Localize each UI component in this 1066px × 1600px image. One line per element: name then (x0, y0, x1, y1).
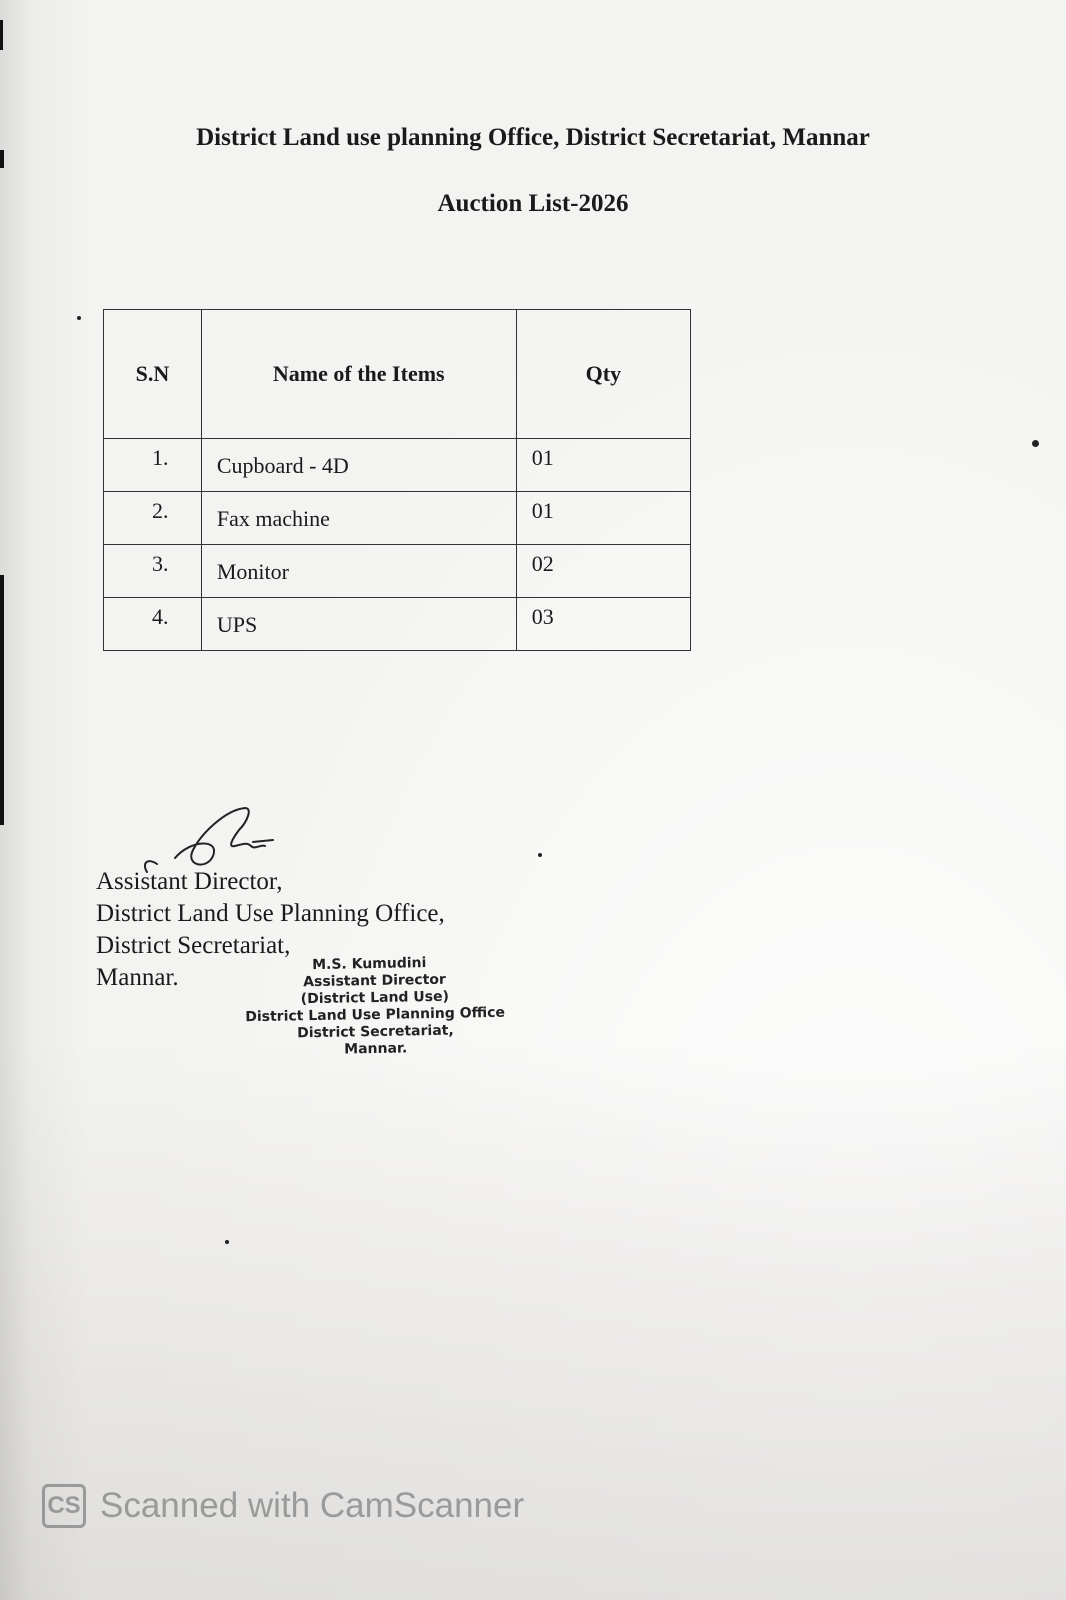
table-row (104, 439, 691, 492)
row-sn: 4. (152, 604, 169, 629)
official-stamp (244, 954, 506, 1061)
scan-speck (225, 1240, 229, 1244)
cell-qty (516, 598, 690, 651)
header-sn: S.N (104, 310, 202, 439)
table-row (104, 492, 691, 545)
row-sn: 1. (152, 445, 169, 470)
stamp-department: (District Land Use) (300, 988, 450, 1008)
row-qty: 01 (531, 445, 554, 470)
cell-qty (516, 545, 690, 598)
row-item-name: Monitor (216, 559, 289, 584)
row-qty: 01 (531, 498, 554, 523)
watermark-text: Scanned with CamScanner (100, 1486, 525, 1525)
stamp-designation: Assistant Director (303, 971, 446, 991)
row-sn: 3. (152, 551, 169, 576)
scan-speck (77, 316, 81, 320)
table-header-row (104, 310, 691, 439)
camscanner-watermark (42, 1484, 524, 1528)
stamp-office: District Land Use Planning Office (245, 1004, 506, 1026)
row-qty: 02 (531, 551, 554, 576)
scan-edge-shadow (0, 575, 4, 825)
auction-items-table (103, 309, 691, 651)
signoff-title: Assistant Director, (96, 868, 283, 895)
scan-speck (1032, 440, 1039, 447)
cell-name (201, 439, 516, 492)
table-row (104, 598, 691, 651)
stamp-name: M.S. Kumudini (311, 955, 427, 974)
signoff-location: Mannar. (96, 964, 179, 991)
cell-name (201, 545, 516, 598)
scan-speck (538, 853, 542, 857)
row-sn: 2. (152, 498, 169, 523)
row-item-name: Cupboard - 4D (216, 453, 349, 478)
cell-name (201, 492, 516, 545)
row-item-name: Fax machine (216, 506, 330, 531)
cell-sn (104, 492, 202, 545)
scan-edge-mark (0, 150, 4, 168)
row-qty: 03 (531, 604, 554, 629)
cell-name (201, 598, 516, 651)
header-name: Name of the Items (201, 310, 516, 439)
office-title: District Land use planning Office, District Secretariat, Mannar (196, 124, 870, 151)
row-item-name: UPS (216, 612, 258, 637)
stamp-secretariat: District Secretariat, (297, 1022, 454, 1042)
cell-qty (516, 439, 690, 492)
stamp-location: Mannar. (344, 1040, 408, 1058)
signoff-secretariat: District Secretariat, (96, 932, 291, 959)
signoff-office: District Land Use Planning Office, (96, 900, 445, 927)
cell-sn (104, 439, 202, 492)
cell-qty (516, 492, 690, 545)
cell-sn (104, 545, 202, 598)
table-row (104, 545, 691, 598)
auction-list-title: Auction List-2026 (437, 190, 629, 217)
cell-sn (104, 598, 202, 651)
camscanner-logo-icon: CS (42, 1484, 86, 1528)
header-qty: Qty (516, 310, 690, 439)
scan-edge-mark (0, 20, 3, 50)
